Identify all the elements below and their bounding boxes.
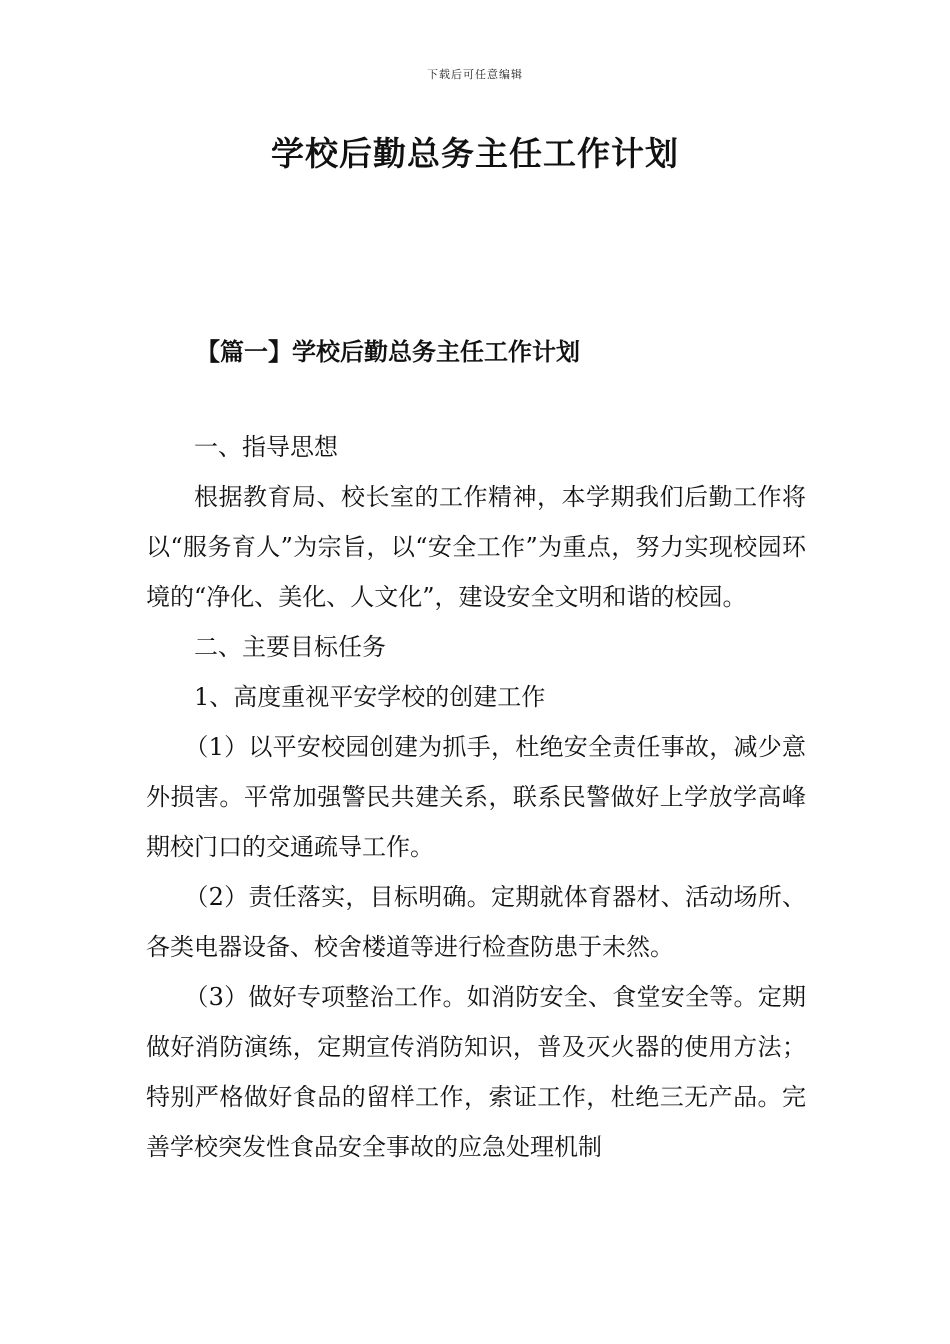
heading-guiding-ideology: 一、指导思想 [194, 433, 338, 461]
section-title: 【篇一】学校后勤总务主任工作计划 [196, 337, 580, 366]
document-body [146, 422, 806, 1172]
paragraph-item-2: （2）责任落实，目标明确。定期就体育器材、活动场所、各类电器设备、校舍楼道等进行检查防患于未然。 [146, 883, 806, 961]
heading-main-goals: 二、主要目标任务 [194, 633, 386, 661]
paragraph-guiding-ideology: 根据教育局、校长室的工作精神，本学期我们后勤工作将以“服务育人”为宗旨，以“安全工作”为重点，努力实现校园环境的“净化、美化、人文化”，建设安全文明和谐的校园。 [146, 483, 806, 611]
header-note: 下载后可任意编辑 [427, 68, 523, 81]
heading-safe-school: 1、高度重视平安学校的创建工作 [194, 683, 546, 711]
paragraph-item-3: （3）做好专项整治工作。如消防安全、食堂安全等。定期做好消防演练，定期宣传消防知识，普及灭火器的使用方法；特别严格做好食品的留样工作，索证工作，杜绝三无产品。完善学校突发性食品安全事故的应急处理机制 [146, 983, 806, 1161]
document-title: 学校后勤总务主任工作计划 [271, 134, 679, 173]
paragraph-item-1: （1）以平安校园创建为抓手，杜绝安全责任事故，减少意外损害。平常加强警民共建关系，联系民警做好上学放学高峰期校门口的交通疏导工作。 [146, 733, 806, 861]
